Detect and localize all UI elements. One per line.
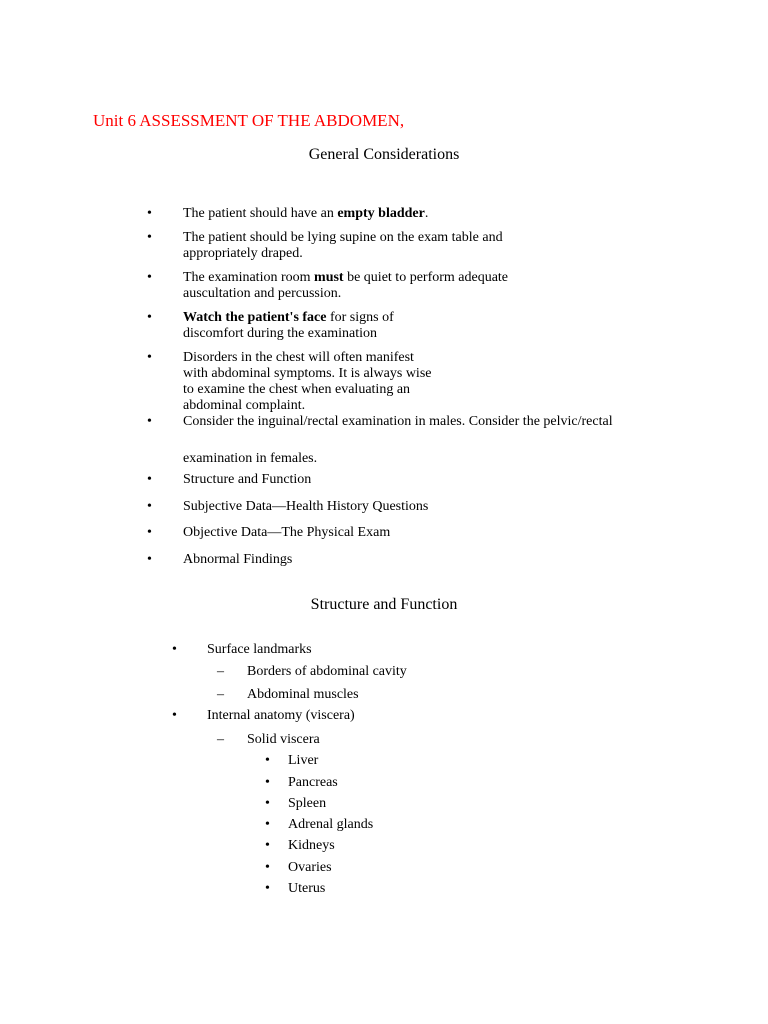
bullet-icon: • xyxy=(147,472,152,487)
list-item: Objective Data—The Physical Exam xyxy=(183,525,391,540)
bullet-icon: • xyxy=(147,230,152,245)
bullet-icon: • xyxy=(265,775,270,790)
list-item-continuation: examination in females. xyxy=(183,451,318,466)
list-item: Surface landmarks xyxy=(207,642,312,657)
list-item: Borders of abdominal cavity xyxy=(247,664,407,679)
list-item: Liver xyxy=(288,753,319,768)
bullet-icon: • xyxy=(265,753,270,768)
list-item: Abdominal muscles xyxy=(247,687,359,702)
bullet-icon: • xyxy=(147,414,152,429)
bullet-icon: • xyxy=(147,310,152,325)
list-item: Kidneys xyxy=(288,838,335,853)
bullet-icon: • xyxy=(147,552,152,567)
list-item: Consider the inguinal/rectal examination in males. Consider the pelvic/rectal xyxy=(183,414,613,429)
bullet-icon: • xyxy=(265,838,270,853)
section-heading-general: General Considerations xyxy=(308,146,460,163)
list-item: Ovaries xyxy=(288,860,332,875)
list-item: Adrenal glands xyxy=(288,817,374,832)
bullet-icon: • xyxy=(147,350,152,365)
dash-icon: – xyxy=(217,664,224,679)
dash-icon: – xyxy=(217,732,224,747)
list-item: The examination room must be quiet to perform adequate auscultation and percussion. xyxy=(183,270,509,301)
section-heading-structure: Structure and Function xyxy=(310,596,458,613)
list-item: Internal anatomy (viscera) xyxy=(207,708,355,723)
bullet-icon: • xyxy=(265,860,270,875)
bullet-icon: • xyxy=(265,881,270,896)
bullet-icon: • xyxy=(265,817,270,832)
page-title: Unit 6 ASSESSMENT OF THE ABDOMEN, xyxy=(93,111,405,130)
list-item: Watch the patient's face for signs of discomfort during the examination xyxy=(183,310,394,341)
list-item: Solid viscera xyxy=(247,732,320,747)
list-item: Pancreas xyxy=(288,775,338,790)
bullet-icon: • xyxy=(147,270,152,285)
list-item: Uterus xyxy=(288,881,326,896)
dash-icon: – xyxy=(217,687,224,702)
list-item: Disorders in the chest will often manifest with abdominal symptoms. It is always wise to examine the chest when evaluating an abdominal complaint. xyxy=(183,350,432,413)
list-item: The patient should have an empty bladder. xyxy=(183,206,429,221)
bullet-icon: • xyxy=(172,708,177,723)
bullet-icon: • xyxy=(147,525,152,540)
list-item: Structure and Function xyxy=(183,472,312,487)
bullet-icon: • xyxy=(147,206,152,221)
bullet-icon: • xyxy=(265,796,270,811)
list-item: Subjective Data—Health History Questions xyxy=(183,499,429,514)
bullet-icon: • xyxy=(147,499,152,514)
list-item: The patient should be lying supine on the exam table and appropriately draped. xyxy=(183,230,503,261)
list-item: Abnormal Findings xyxy=(183,552,293,567)
list-item: Spleen xyxy=(288,796,327,811)
bullet-icon: • xyxy=(172,642,177,657)
